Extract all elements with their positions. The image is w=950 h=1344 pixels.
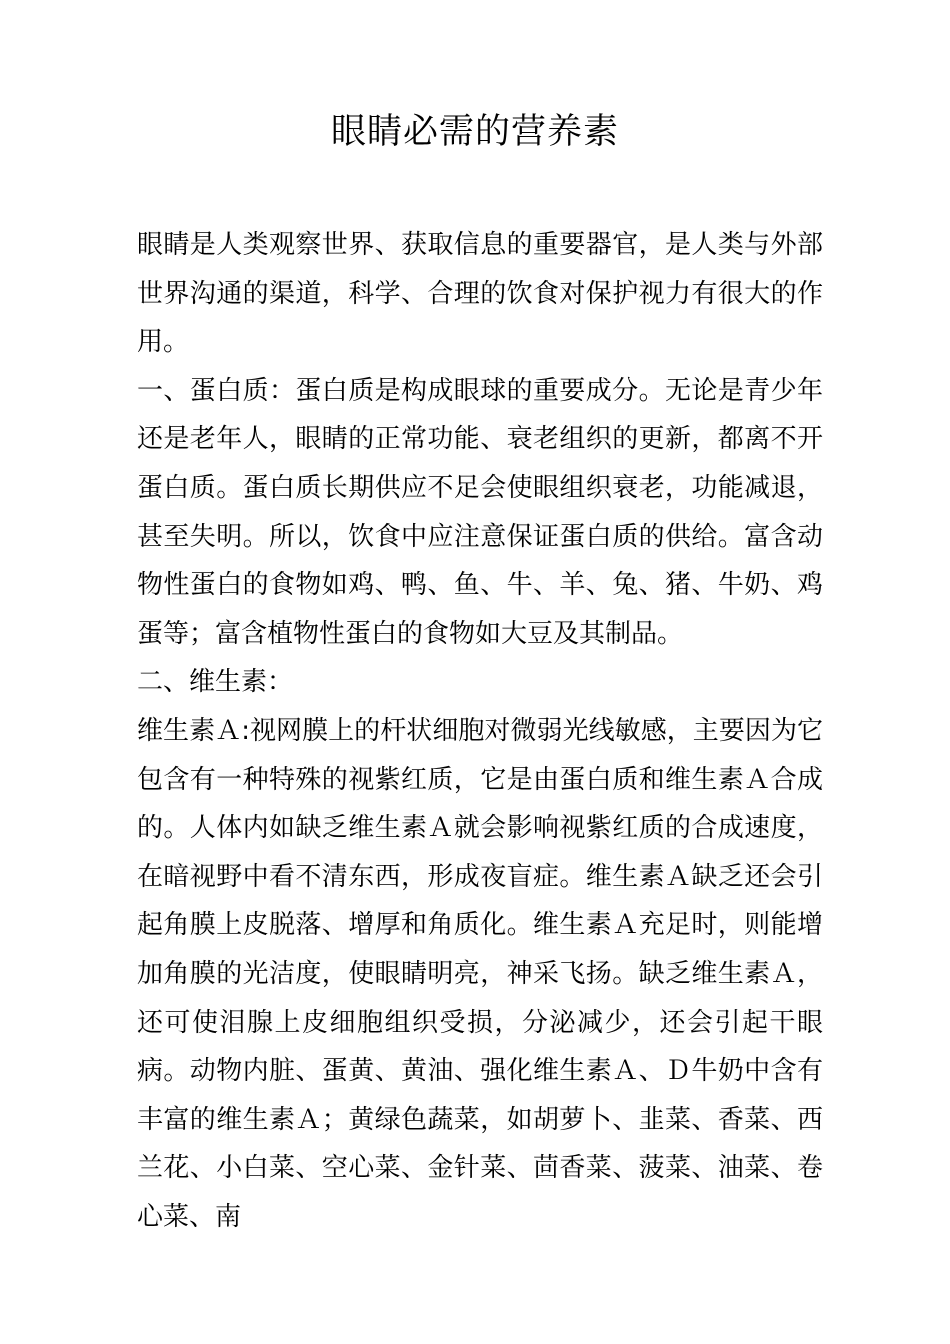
paragraph-vitamins-heading: 二、维生素： xyxy=(137,667,294,698)
paragraph-protein: 一、蛋白质：蛋白质是构成眼球的重要成分。无论是青少年还是老年人，眼睛的正常功能、衰老组织的更新，都离不开蛋白质。蛋白质长期供应不足会使眼组织衰老，功能减退，甚至失明。所以，饮食中应注意保证蛋白质的供给。富含动物性蛋白的食物如鸡、鸭、鱼、牛、羊、兔、猪、牛奶、鸡蛋等；富含植物性蛋白的食物如大豆及其制品。 xyxy=(137,375,823,649)
document-title: 眼睛必需的营养素 xyxy=(330,112,619,152)
document-body xyxy=(137,221,823,1241)
paragraph-intro: 眼睛是人类观察世界、获取信息的重要器官，是人类与外部世界沟通的渠道，科学、合理的饮食对保护视力有很大的作用。 xyxy=(137,230,823,358)
paragraph-vitamin-a: 维生素Ａ:视网膜上的杆状细胞对微弱光线敏感，主要因为它包含有一种特殊的视紫红质，它是由蛋白质和维生素Ａ合成的。人体内如缺乏维生素Ａ就会影响视紫红质的合成速度，在暗视野中看不清东西，形成夜盲症。维生素Ａ缺乏还会引起角膜上皮脱落、增厚和角质化。维生素Ａ充足时，则能增加角膜的光洁度，使眼睛明亮，神采飞扬。缺乏维生素Ａ，还可使泪腺上皮细胞组织受损，分泌减少，还会引起干眼病。动物内脏、蛋黄、黄油、强化维生素Ａ、Ｄ牛奶中含有丰富的维生素Ａ；黄绿色蔬菜，如胡萝卜、韭菜、香菜、西兰花、小白菜、空心菜、金针菜、茴香菜、菠菜、油菜、卷心菜、南 xyxy=(137,715,823,1232)
